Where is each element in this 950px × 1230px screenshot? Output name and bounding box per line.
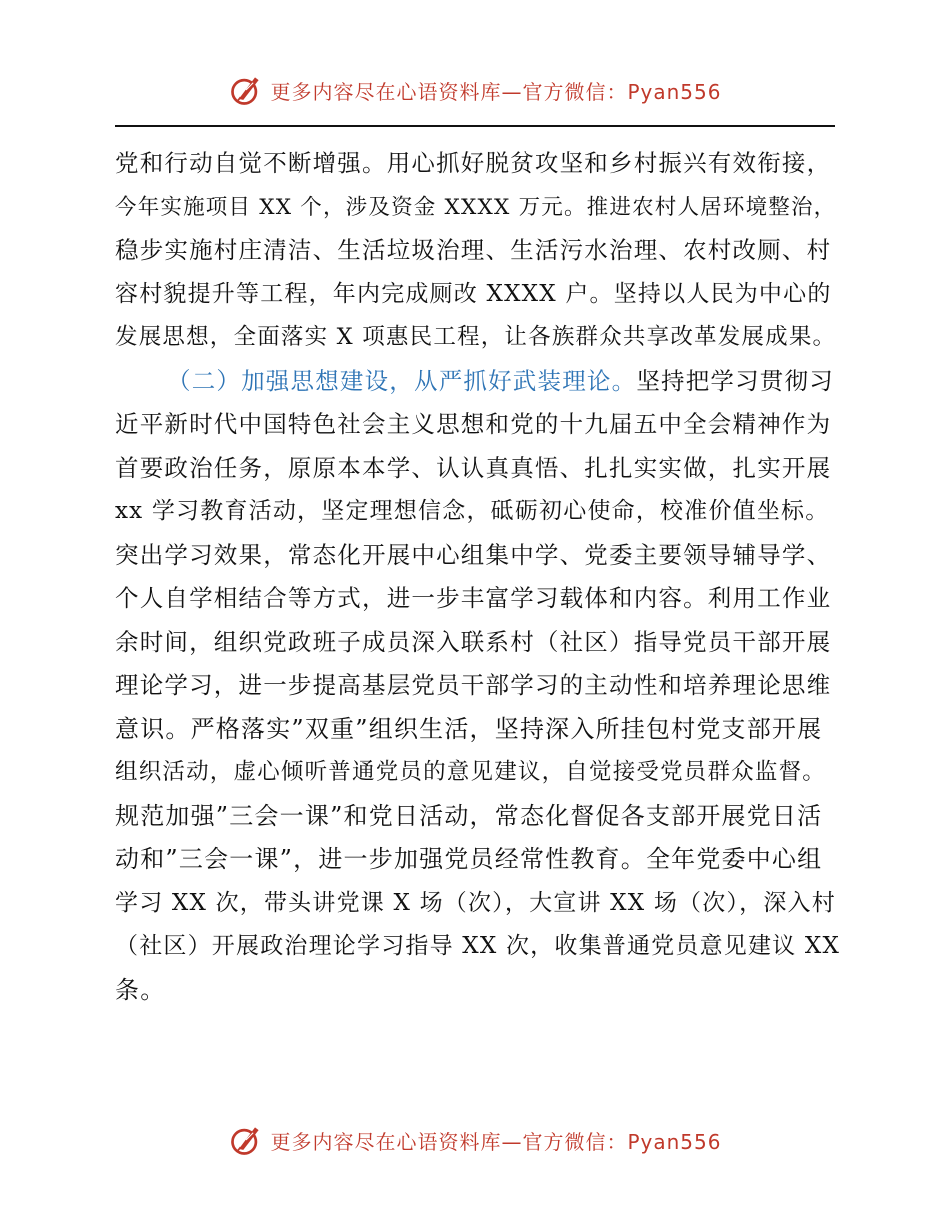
feather-pen-logo-icon [228, 1122, 264, 1158]
paragraph-1 [115, 142, 840, 360]
text-line: 理论学习，进一步提高基层党员干部学习的主动性和培养理论思维 [115, 671, 832, 699]
banner-text: 更多内容尽在心语资料库—官方微信：Pyan556 [270, 1129, 722, 1154]
banner-text: 更多内容尽在心语资料库—官方微信：Pyan556 [270, 79, 722, 104]
text-line: 规范加强”三会一课”和党日活动，常态化督促各支部开展党日活 [115, 801, 823, 830]
text-line: 条。 [115, 975, 166, 1004]
banner-inner [228, 72, 721, 108]
document-body [115, 142, 840, 1012]
text-line: 组织活动，虚心倾听普通党员的意见建议，自觉接受党员群众监督。 [115, 759, 827, 785]
header-banner [0, 70, 950, 110]
text-line: 学习 XX 次，带头讲党课 X 场（次），大宣讲 XX 场（次），深入村 [115, 889, 836, 916]
text-line: 容村貌提升等工程，年内完成厕改 XXXX 户。坚持以人民为中心的 [115, 280, 832, 307]
text-line: 首要政治任务，原原本本学、认认真真悟、扎扎实实做，扎实开展 [115, 453, 832, 482]
text-line: （社区）开展政治理论学习指导 XX 次，收集普通党员意见建议 XX [115, 933, 841, 959]
text-line: 个人自学相结合等方式，进一步丰富学习载体和内容。利用工作业 [115, 584, 832, 612]
text-line: 发展思想，全面落实 X 项惠民工程，让各族群众共享改革发展成果。 [115, 324, 837, 350]
footer-banner [0, 1120, 950, 1160]
section-heading: （二）加强思想建设，从严抓好武装理论。 [167, 366, 637, 395]
header-divider [115, 125, 835, 127]
text-line: xx 学习教育活动，坚定理想信念，砥砺初心使命，校准价值坐标。 [115, 498, 830, 524]
text-line: 今年实施项目 XX 个，涉及资金 XXXX 万元。推进农村人居环境整治， [115, 194, 837, 220]
text-line: 意识。严格落实”双重”组织生活，坚持深入所挂包村党支部开展 [115, 714, 823, 743]
paragraph-2 [115, 360, 840, 1013]
banner-inner [228, 1122, 721, 1158]
text-line: 党和行动自觉不断增强。用心抓好脱贫攻坚和乡村振兴有效衔接， [115, 149, 832, 177]
text-line: 稳步实施村庄清洁、生活垃圾治理、生活污水治理、农村改厕、村 [115, 236, 832, 264]
text-line: 近平新时代中国特色社会主义思想和党的十九届五中全会精神作为 [115, 410, 832, 438]
text-line: 余时间，组织党政班子成员深入联系村（社区）指导党员干部开展 [115, 627, 832, 656]
text-run: 坚持把学习贯彻习 [636, 366, 834, 395]
text-line: 动和”三会一课”，进一步加强党员经常性教育。全年党委中心组 [115, 845, 823, 873]
text-line: 突出学习效果，常态化开展中心组集中学、党委主要领导辅导学、 [115, 540, 832, 569]
feather-pen-logo-icon [228, 72, 264, 108]
text-line [115, 360, 840, 404]
